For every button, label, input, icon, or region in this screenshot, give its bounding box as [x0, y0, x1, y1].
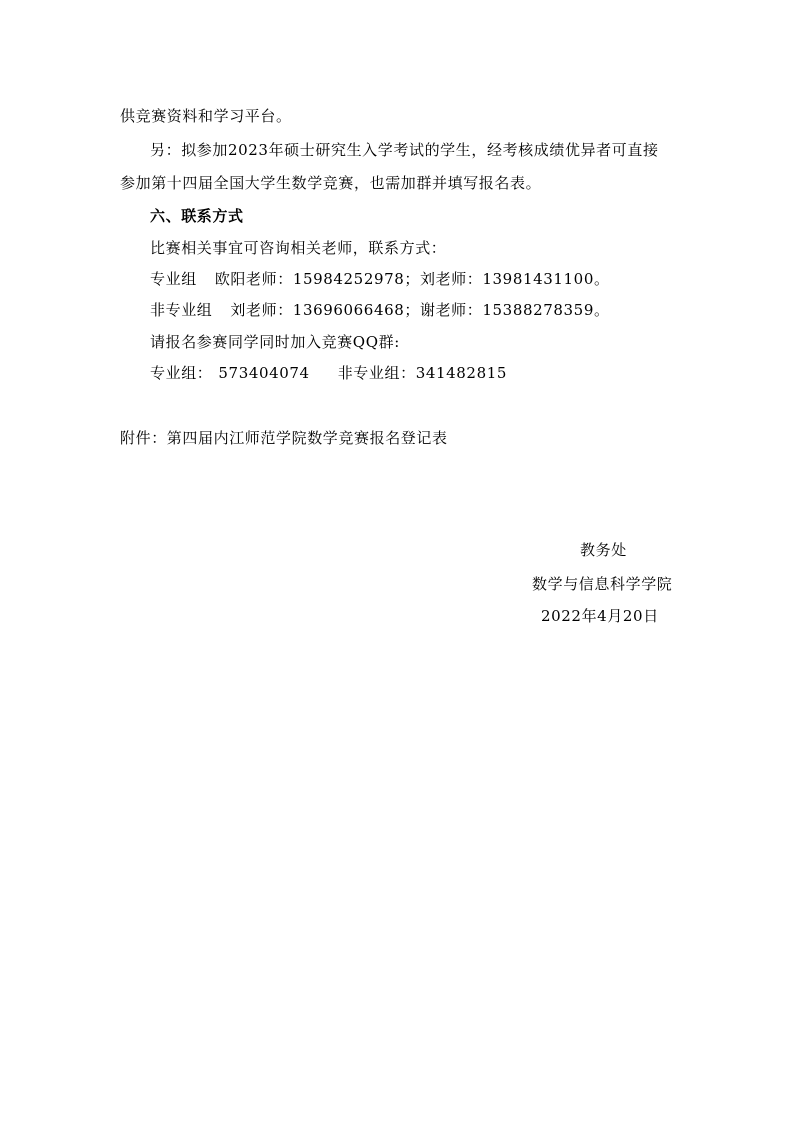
pro-group-contact-line [150, 269, 610, 289]
qq-intro: 请报名参赛同学同时加入竞赛QQ群: [150, 333, 400, 351]
paragraph-continuation: 供竞赛资料和学习平台。 [120, 107, 292, 125]
qq-pro-number: 573404074 [218, 364, 310, 382]
qq-nonpro-number: 341482815 [415, 364, 508, 382]
signature-date: 2022年4月20日 [541, 607, 659, 625]
qq-groups-line [150, 363, 507, 383]
pro-group-contacts: 欧阳老师：15984252978；刘老师：13981431100。 [214, 270, 610, 288]
pro-group-label: 专业组 [150, 270, 197, 288]
qq-nonpro-label: 非专业组： [337, 364, 416, 382]
signature-school: 数学与信息科学学院 [532, 575, 673, 593]
section-heading-contact: 六、联系方式 [150, 207, 244, 225]
attachment-note: 附件：第四届内江师范学院数学竞赛报名登记表 [120, 429, 448, 447]
nonpro-group-label: 非专业组 [150, 301, 213, 319]
note-line-2: 参加第十四届全国大学生数学竞赛，也需加群并填写报名表。 [120, 174, 542, 192]
signature-office: 教务处 [580, 541, 627, 559]
qq-pro-label: 专业组： [150, 364, 213, 382]
nonpro-group-contact-line [150, 300, 610, 320]
nonpro-group-contacts: 刘老师：13696066468；谢老师：15388278359。 [230, 301, 610, 319]
note-line-1: 另：拟参加2023年硕士研究生入学考试的学生，经考核成绩优异者可直接 [150, 141, 659, 159]
contact-intro: 比赛相关事宜可咨询相关老师，联系方式： [150, 239, 447, 257]
